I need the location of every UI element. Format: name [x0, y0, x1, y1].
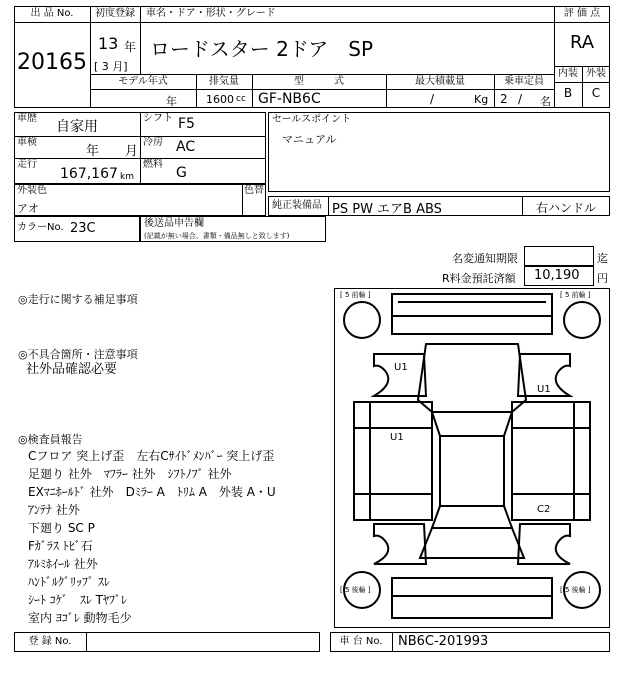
lot-number: 20165: [17, 50, 87, 75]
docs-label: 後送品申告欄: [144, 218, 204, 229]
damage-mark-door-left: U1: [390, 432, 404, 443]
inspector-line: ｼｰﾄ ｺｹﾞ ｽﾚ Tﾔﾌﾞﾚ: [28, 593, 127, 607]
left-sill-inner: [354, 402, 432, 520]
rating-value: RA: [569, 32, 595, 53]
divider: [140, 112, 141, 184]
ext-color-frame: [14, 184, 266, 216]
divider: [90, 74, 554, 75]
divider: [328, 196, 329, 216]
inspector-title: ◎検査員報告: [18, 433, 83, 446]
registration-year-unit: 年: [124, 40, 137, 54]
tire-label-front-right: [ 5 前輪 ]: [560, 291, 591, 299]
name-change-box: [524, 246, 594, 266]
mileage-value: 167,167: [60, 166, 118, 182]
inspector-line: 足廻り 社外 ﾏﾌﾗｰ 社外 ｼﾌﾄﾉﾌﾞ 社外: [28, 467, 232, 481]
chassis-value: NB6C-201993: [398, 634, 489, 649]
mileage-unit: km: [120, 172, 134, 182]
tire-label-rear-left: [ 5 後輪 ]: [340, 586, 371, 594]
right-sill: [512, 402, 590, 520]
fuel-value: G: [176, 165, 187, 181]
steering-value: 右ハンドル: [535, 201, 596, 215]
ext-color-label: 外装色: [17, 185, 47, 196]
displacement-label: 排気量: [209, 76, 239, 87]
exterior-grade: C: [591, 86, 601, 100]
model-year-label: モデル年式: [118, 76, 168, 87]
shift-value: F5: [178, 116, 195, 132]
displacement-unit: cc: [236, 94, 246, 104]
rear-left-fender: [374, 524, 426, 564]
equipment-value: PS PW エアB ABS: [332, 202, 442, 217]
front-bumper: [392, 294, 552, 334]
shift-label: シフト: [143, 113, 173, 124]
registration-month: [ 3 月]: [94, 60, 128, 73]
history-value: 自家用: [56, 119, 98, 135]
damage-mark-front-left: U1: [394, 362, 408, 373]
sales-points-value: マニュアル: [282, 133, 337, 146]
inspector-line: Cフロア 突上げ歪 左右Cｻｲﾄﾞﾒﾝﾊﾞｰ 突上げ歪: [28, 449, 275, 463]
interior-grade: B: [563, 86, 573, 100]
damage-mark-rear-right: C2: [537, 504, 551, 515]
equipment-label: 純正装備品: [272, 200, 322, 211]
mileage-label: 走行: [17, 159, 37, 170]
supplement-title: ◎走行に関する補足事項: [18, 293, 138, 306]
divider: [392, 632, 393, 652]
ext-color-value: アオ: [17, 202, 39, 215]
divider: [14, 22, 90, 23]
right-sill-inner: [512, 402, 590, 520]
name-change-label: 名変通知期限: [452, 252, 518, 265]
type-label: 型 式: [294, 76, 344, 87]
damage-mark-front-right: U1: [537, 384, 551, 395]
fuel-label: 燃料: [143, 159, 163, 170]
lot-number-label: 出 品 No.: [30, 8, 74, 19]
exterior-label: 外装: [586, 68, 606, 79]
defects-line: 社外品確認必要: [26, 362, 118, 377]
capacity-label: 乗車定員: [504, 76, 544, 87]
windshield: [432, 412, 512, 436]
tire-label-front-left: [ 5 前輪 ]: [340, 291, 371, 299]
car-damage-diagram: [334, 288, 610, 628]
inspection-value: 年 月: [86, 144, 139, 159]
sales-points-label: セールスポイント: [272, 114, 352, 125]
recycle-value: 10,190: [534, 268, 580, 283]
displacement-value: 1600: [206, 93, 234, 106]
car-name: ロードスター 2ドア SP: [150, 37, 374, 61]
tire-label-rear-right: [ 5 後輪 ]: [560, 586, 591, 594]
divider: [90, 89, 554, 90]
inspector-line: ｱﾝﾃﾅ 社外: [28, 503, 80, 517]
cabin: [440, 436, 504, 506]
type-value: GF-NB6C: [258, 91, 321, 107]
interior-label: 内装: [558, 68, 578, 79]
capacity-unit: 名: [540, 95, 551, 108]
divider: [554, 22, 610, 23]
chassis-label: 車 台 No.: [339, 636, 383, 647]
diagram-frame: [335, 289, 610, 628]
hood: [418, 344, 526, 412]
inspection-label: 車検: [17, 137, 37, 148]
history-label: 車歴: [17, 113, 37, 124]
left-sill: [354, 402, 432, 520]
registration-year: 13: [98, 34, 119, 53]
color-change-label: 色替: [244, 185, 264, 196]
name-change-unit: 迄: [597, 252, 608, 265]
rating-label: 評 価 点: [563, 8, 601, 19]
ac-value: AC: [176, 139, 196, 155]
defects-title: ◎不具合箇所・注意事項: [18, 348, 138, 361]
reg-no-label: 登 録 No.: [28, 636, 72, 647]
inspector-line: 下廻り SC P: [28, 521, 95, 535]
max-load-slash: /: [430, 92, 435, 106]
rear-window: [432, 506, 512, 528]
divider: [86, 632, 87, 652]
model-year-unit: 年: [166, 95, 177, 108]
inspector-line: EXﾏﾆﾎｰﾙﾄﾞ 社外 Dﾐﾗｰ A ﾄﾘﾑ A 外装 A・U: [28, 485, 276, 499]
first-registration-label: 初度登録: [95, 8, 135, 19]
ac-label: 冷房: [143, 137, 163, 148]
trunk: [420, 528, 524, 558]
car-name-label: 車名・ドア・形状・グレード: [146, 8, 276, 19]
inspector-line: 室内 ﾖｺﾞﾚ 動物毛少: [28, 611, 132, 625]
divider: [242, 184, 243, 216]
tire-front-right: [564, 302, 600, 338]
capacity-value: 2: [500, 92, 508, 106]
front-left-fender: [374, 354, 426, 396]
divider: [140, 6, 141, 74]
recycle-unit: 円: [597, 272, 608, 285]
rear-right-fender: [518, 524, 570, 564]
divider: [90, 22, 554, 23]
tire-front-left: [344, 302, 380, 338]
inspector-line: ｱﾙﾐﾎｲｰﾙ 社外: [28, 557, 98, 571]
inspector-line: ﾊﾝﾄﾞﾙｸﾞﾘｯﾌﾟ ｽﾚ: [28, 575, 110, 589]
inspector-line: Fｶﾞﾗｽ ﾄﾋﾞ石: [28, 539, 93, 553]
color-no-label: カラーNo.: [17, 222, 64, 233]
recycle-label: R料金預託済額: [442, 272, 516, 285]
color-no-value: 23C: [70, 221, 96, 236]
max-load-label: 最大積載量: [415, 76, 465, 87]
capacity-slash: /: [518, 92, 523, 106]
max-load-unit: Kg: [474, 93, 489, 106]
docs-note: (記載が無い場合、書類・備品無しと致します): [144, 232, 290, 240]
rear-bumper: [392, 578, 552, 618]
